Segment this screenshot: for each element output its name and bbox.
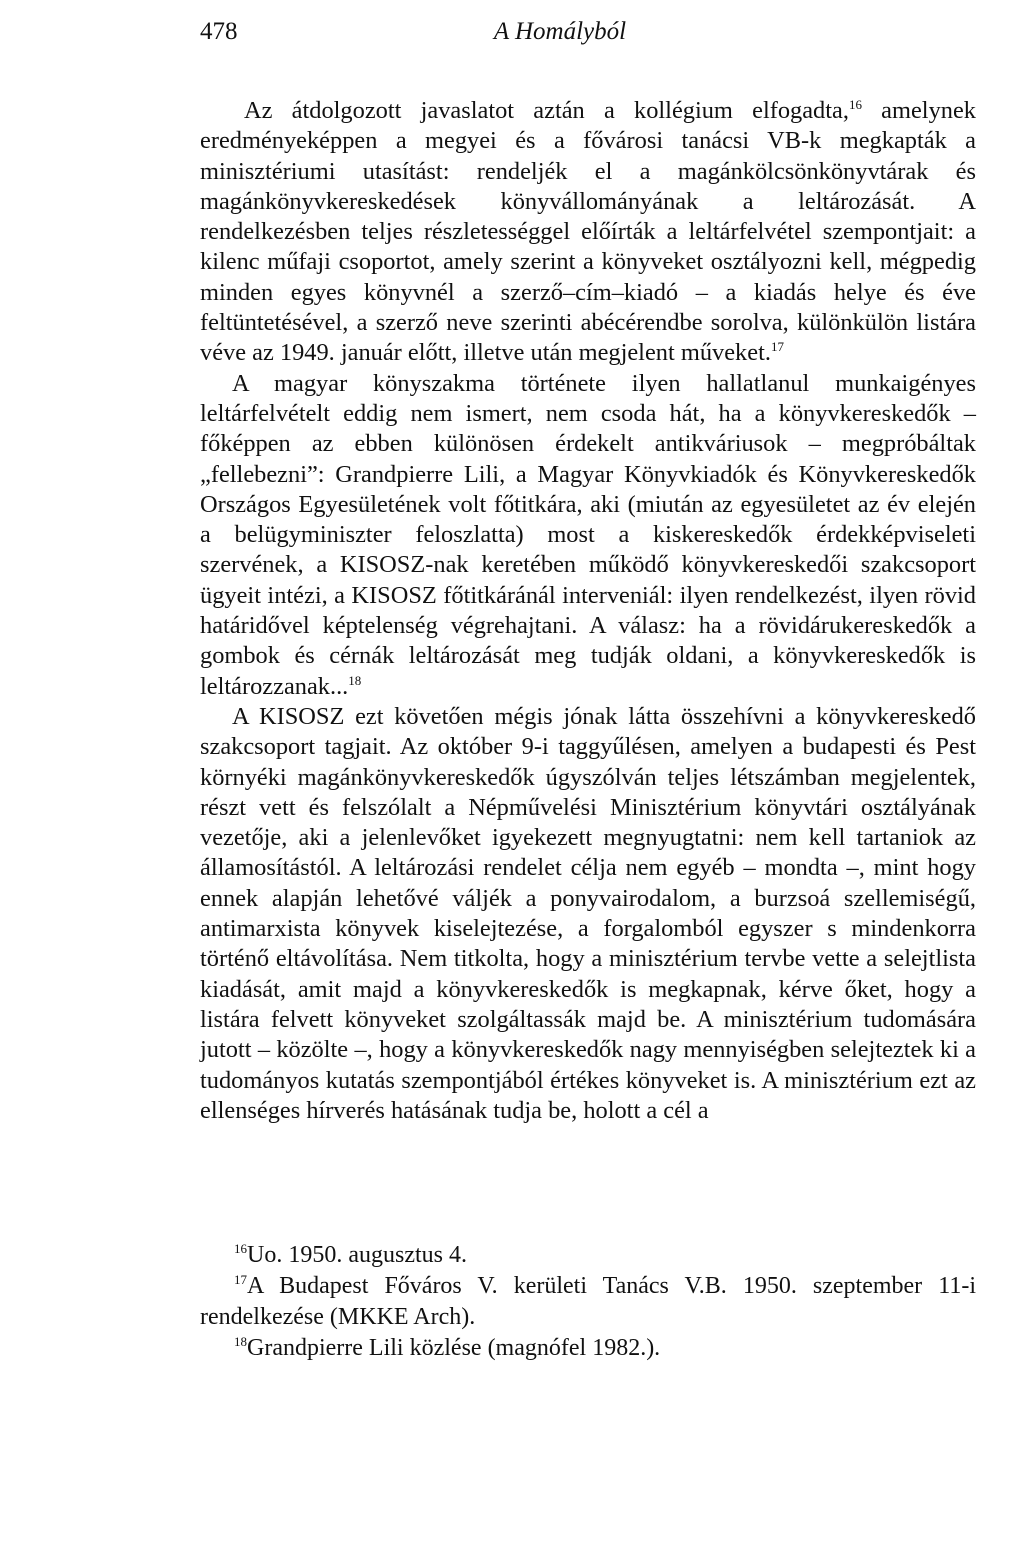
footnote-ref-17: 17 <box>770 339 784 355</box>
paragraph-1-text-b: amelynek eredményeképpen a megyei és a fővárosi tanácsi VB-k megkapták a minisztériumi utasítást: rendeljék el a magánkölcsönkönyvtárak és magánkönyvkereskedések könyvállományának a leltározását. A rendelkezésben teljes részletességgel előírták a leltárfelvétel szempontjait: a kilenc műfaji csoportot, amely szerint a könyveket osztályozni kell, mégpedig minden egyes könyvnél a szerző–cím–kiadó – a kiadás helye és éve feltüntetésével, a szerző neve szerinti abécérendbe sorolva, különkülön listára véve az 1949. január előtt, illetve után megjelent műveket. <box>200 97 976 367</box>
footnote-18 <box>200 1333 976 1364</box>
footnote-number: 16 <box>234 1240 247 1256</box>
footnotes <box>200 1240 976 1364</box>
paragraph-3-text: A KISOSZ ezt követően mégis jónak látta összehívni a könyvkereskedő szakcsoport tagjait. Az október 9-i taggyűlésen, amelyen a budapesti és Pest környéki magánkönyvkereskedők úgyszólván teljes létszámban megjelentek, részt vett és felszólalt a Népművelési Minisztérium könyvtári osztályának vezetője, aki a jelenlevőket igyekezett megnyugtatni: nem kell tartaniok az államosítástól. A leltározási rendelet célja nem egyéb – mondta –, mint hogy ennek alapján lehetővé váljék a ponyvairodalom, a burzsoá szellemiségű, antimarxista könyvek kiselejtezése, a forgalomból egyszer s mindenkorra történő eltávolítása. Nem titkolta, hogy a minisztérium tervbe vette a selejtlista kiadását, amit majd a könyvkereskedők is megkapnak, kérve őket, hogy a listára felvett könyveket szolgáltassák majd be. A minisztérium tudomására jutott – közölte –, hogy a könyvkereskedők nagy mennyiségben selejteztek ki a tudományos kutatás szempontjából értékes könyveket is. A minisztérium ezt az ellenséges hírverés hatásának tudja be, holott a cél a <box>200 702 976 1124</box>
running-title: A Homályból <box>493 18 627 45</box>
paragraph-2-text: A magyar könyszakma története ilyen hallatlanul munkaigényes leltárfelvételt eddig nem ismert, nem csoda hát, ha a könyvkereskedők – főképpen az ebben különösen érdekelt antikváriusok – megpróbáltak „fellebezni”: Grandpierre Lili, a Magyar Könyvkiadók és Könyvkereskedők Országos Egyesületének volt főtitkára, aki (miután az egyesületet az év elején a belügyminiszter feloszlatta) most a kiskereskedők érdekképviseleti szervének, a KISOSZ-nak keretében működő könyvkereskedői szakcsoport ügyeit intézi, a KISOSZ főtitkáránál interveniál: ilyen rendelkezést, ilyen rövid határidővel képtelenség végrehajtani. A válasz: ha a rövidárukereskedők a gombok és cérnák leltározását meg tudják oldani, a könyvkereskedők is leltározzanak... <box>200 369 976 700</box>
footnote-16 <box>200 1240 976 1271</box>
paragraph-2 <box>200 369 976 702</box>
footnote-number: 18 <box>234 1333 247 1349</box>
paragraph-3 <box>200 702 976 1126</box>
main-text <box>200 96 976 1126</box>
footnote-text: Uo. 1950. augusztus 4. <box>247 1242 467 1268</box>
footnote-17 <box>200 1271 976 1333</box>
paragraph-1 <box>200 96 976 369</box>
footnote-ref-16: 16 <box>848 96 862 112</box>
footnote-ref-18: 18 <box>348 672 362 688</box>
footnote-text: A Budapest Főváros V. kerületi Tanács V.B. 1950. szeptember 11-i rendelkezése (MKKE Arch). <box>200 1273 976 1330</box>
page-number: 478 <box>200 18 238 45</box>
paragraph-1-text-a: Az átdolgozott javaslatot aztán a kollégium elfogadta, <box>244 97 849 124</box>
page-header <box>200 18 980 50</box>
footnote-number: 17 <box>234 1271 247 1287</box>
footnote-text: Grandpierre Lili közlése (magnófel 1982.). <box>247 1335 661 1361</box>
